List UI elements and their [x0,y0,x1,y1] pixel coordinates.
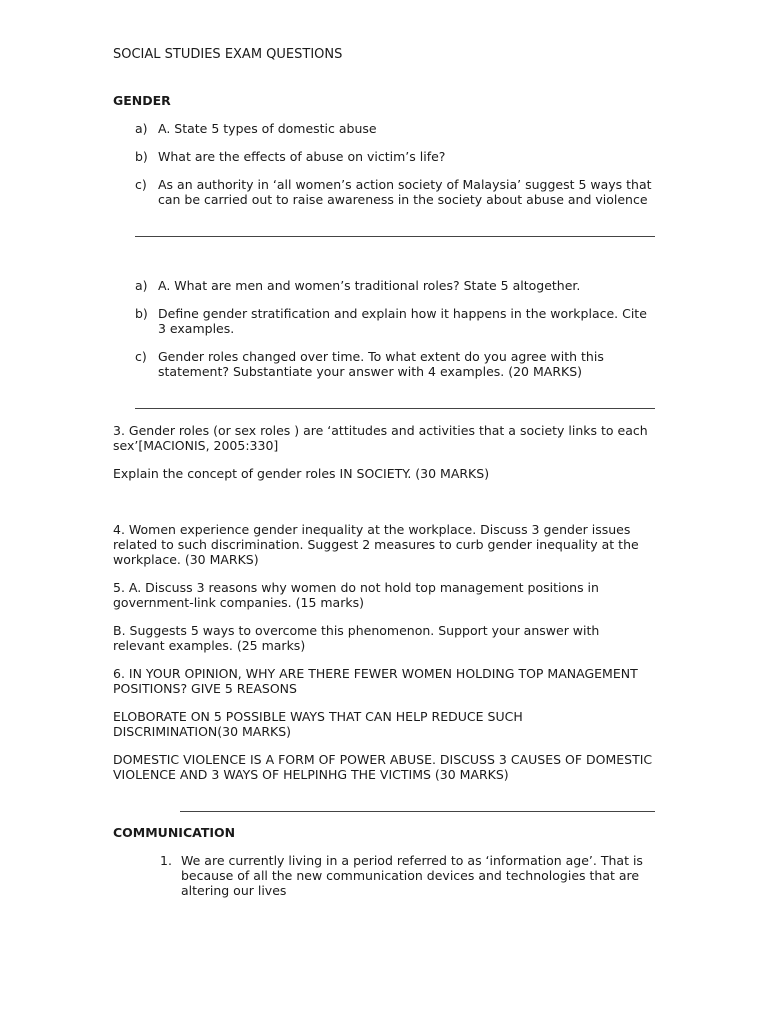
divider-line [135,236,655,237]
list-marker: 1. [160,853,172,868]
question-text: ELOBORATE ON 5 POSSIBLE WAYS THAT CAN HELP REDUCE SUCH [113,709,523,724]
question-text: 3. Gender roles (or sex roles ) are ‘attitudes and activities that a society links to each [113,423,648,438]
question-text: VIOLENCE AND 3 WAYS OF HELPINHG THE VICTIMS (30 MARKS) [113,767,509,782]
question-text: relevant examples. (25 marks) [113,638,306,653]
question-text: 5. A. Discuss 3 reasons why women do not hold top management positions in [113,580,599,595]
section-heading-gender: GENDER [113,93,171,108]
question-text: DISCRIMINATION(30 MARKS) [113,724,292,739]
question-text: workplace. (30 MARKS) [113,552,259,567]
question-text: We are currently living in a period referred to as ‘information age’. That is [181,853,643,868]
question-text: As an authority in ‘all women’s action society of Malaysia’ suggest 5 ways that [158,177,652,192]
question-text: A. State 5 types of domestic abuse [158,121,377,136]
question-text: related to such discrimination. Suggest 2 measures to curb gender inequality at the [113,537,639,552]
question-text: can be carried out to raise awareness in the society about abuse and violence [158,192,648,207]
question-text: 3 examples. [158,321,235,336]
question-text: Explain the concept of gender roles IN SOCIETY. (30 MARKS) [113,466,490,481]
list-marker: c) [135,349,147,364]
question-text: statement? Substantiate your answer with 4 examples. (20 MARKS) [158,364,583,379]
question-text: A. What are men and women’s traditional roles? State 5 altogether. [158,278,581,293]
list-marker: c) [135,177,147,192]
section-heading-communication: COMMUNICATION [113,825,236,840]
question-text: 6. IN YOUR OPINION, WHY ARE THERE FEWER WOMEN HOLDING TOP MANAGEMENT [113,666,638,681]
question-text: POSITIONS? GIVE 5 REASONS [113,681,297,696]
question-text: B. Suggests 5 ways to overcome this phenomenon. Support your answer with [113,623,600,638]
question-text: because of all the new communication devices and technologies that are [181,868,640,883]
question-text: Gender roles changed over time. To what extent do you agree with this [158,349,604,364]
list-marker: a) [135,278,148,293]
document-title: SOCIAL STUDIES EXAM QUESTIONS [113,47,343,62]
question-text: 4. Women experience gender inequality at the workplace. Discuss 3 gender issues [113,522,631,537]
question-text: government-link companies. (15 marks) [113,595,364,610]
list-marker: a) [135,121,148,136]
question-text: sex’[MACIONIS, 2005:330] [113,438,279,453]
divider-line [180,811,655,812]
list-marker: b) [135,306,148,321]
question-text: altering our lives [181,883,287,898]
question-text: Define gender stratification and explain how it happens in the workplace. Cite [158,306,647,321]
divider-line [135,408,655,409]
question-text: What are the effects of abuse on victim’s life? [158,149,446,164]
question-text: DOMESTIC VIOLENCE IS A FORM OF POWER ABUSE. DISCUSS 3 CAUSES OF DOMESTIC [113,752,653,767]
list-marker: b) [135,149,148,164]
